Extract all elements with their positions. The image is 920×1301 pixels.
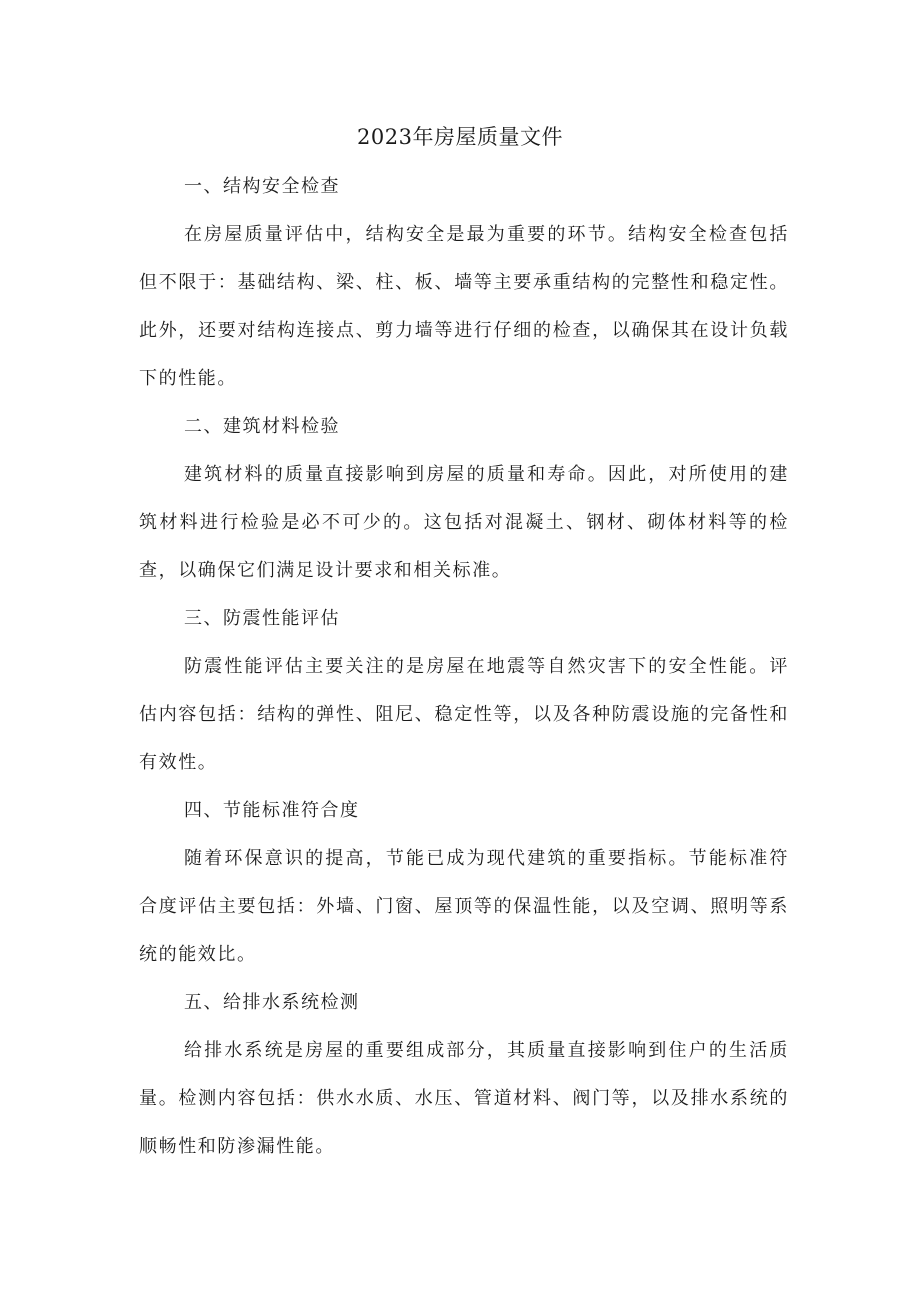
section-body-seismic: 防震性能评估主要关注的是房屋在地震等自然灾害下的安全性能。评估内容包括：结构的弹性、阻尼、稳定性等，以及各种防震设施的完备性和有效性。 [139, 656, 789, 773]
section-heading-plumbing: 五、给排水系统检测 [184, 992, 360, 1013]
section-body-materials: 建筑材料的质量直接影响到房屋的质量和寿命。因此，对所使用的建筑材料进行检验是必不可少的。这包括对混凝土、钢材、砌体材料等的检查，以确保它们满足设计要求和相关标准。 [139, 464, 789, 581]
section-heading-materials: 二、建筑材料检验 [184, 416, 340, 437]
section-body-energy: 随着环保意识的提高，节能已成为现代建筑的重要指标。节能标准符合度评估主要包括：外墙、门窗、屋顶等的保温性能，以及空调、照明等系统的能效比。 [139, 848, 789, 965]
section-heading-energy: 四、节能标准符合度 [184, 800, 360, 821]
section-heading-structural-safety: 一、结构安全检查 [184, 176, 340, 197]
section-body-plumbing: 给排水系统是房屋的重要组成部分，其质量直接影响到住户的生活质量。检测内容包括：供水水质、水压、管道材料、阀门等，以及排水系统的顺畅性和防渗漏性能。 [139, 1040, 789, 1157]
section-heading-seismic: 三、防震性能评估 [184, 608, 340, 629]
document-title: 2023年房屋质量文件 [357, 125, 563, 149]
document-body [139, 163, 789, 1171]
section-body-structural-safety: 在房屋质量评估中，结构安全是最为重要的环节。结构安全检查包括但不限于：基础结构、梁、柱、板、墙等主要承重结构的完整性和稳定性。此外，还要对结构连接点、剪力墙等进行仔细的检查，以确保其在设计负载下的性能。 [139, 224, 789, 389]
